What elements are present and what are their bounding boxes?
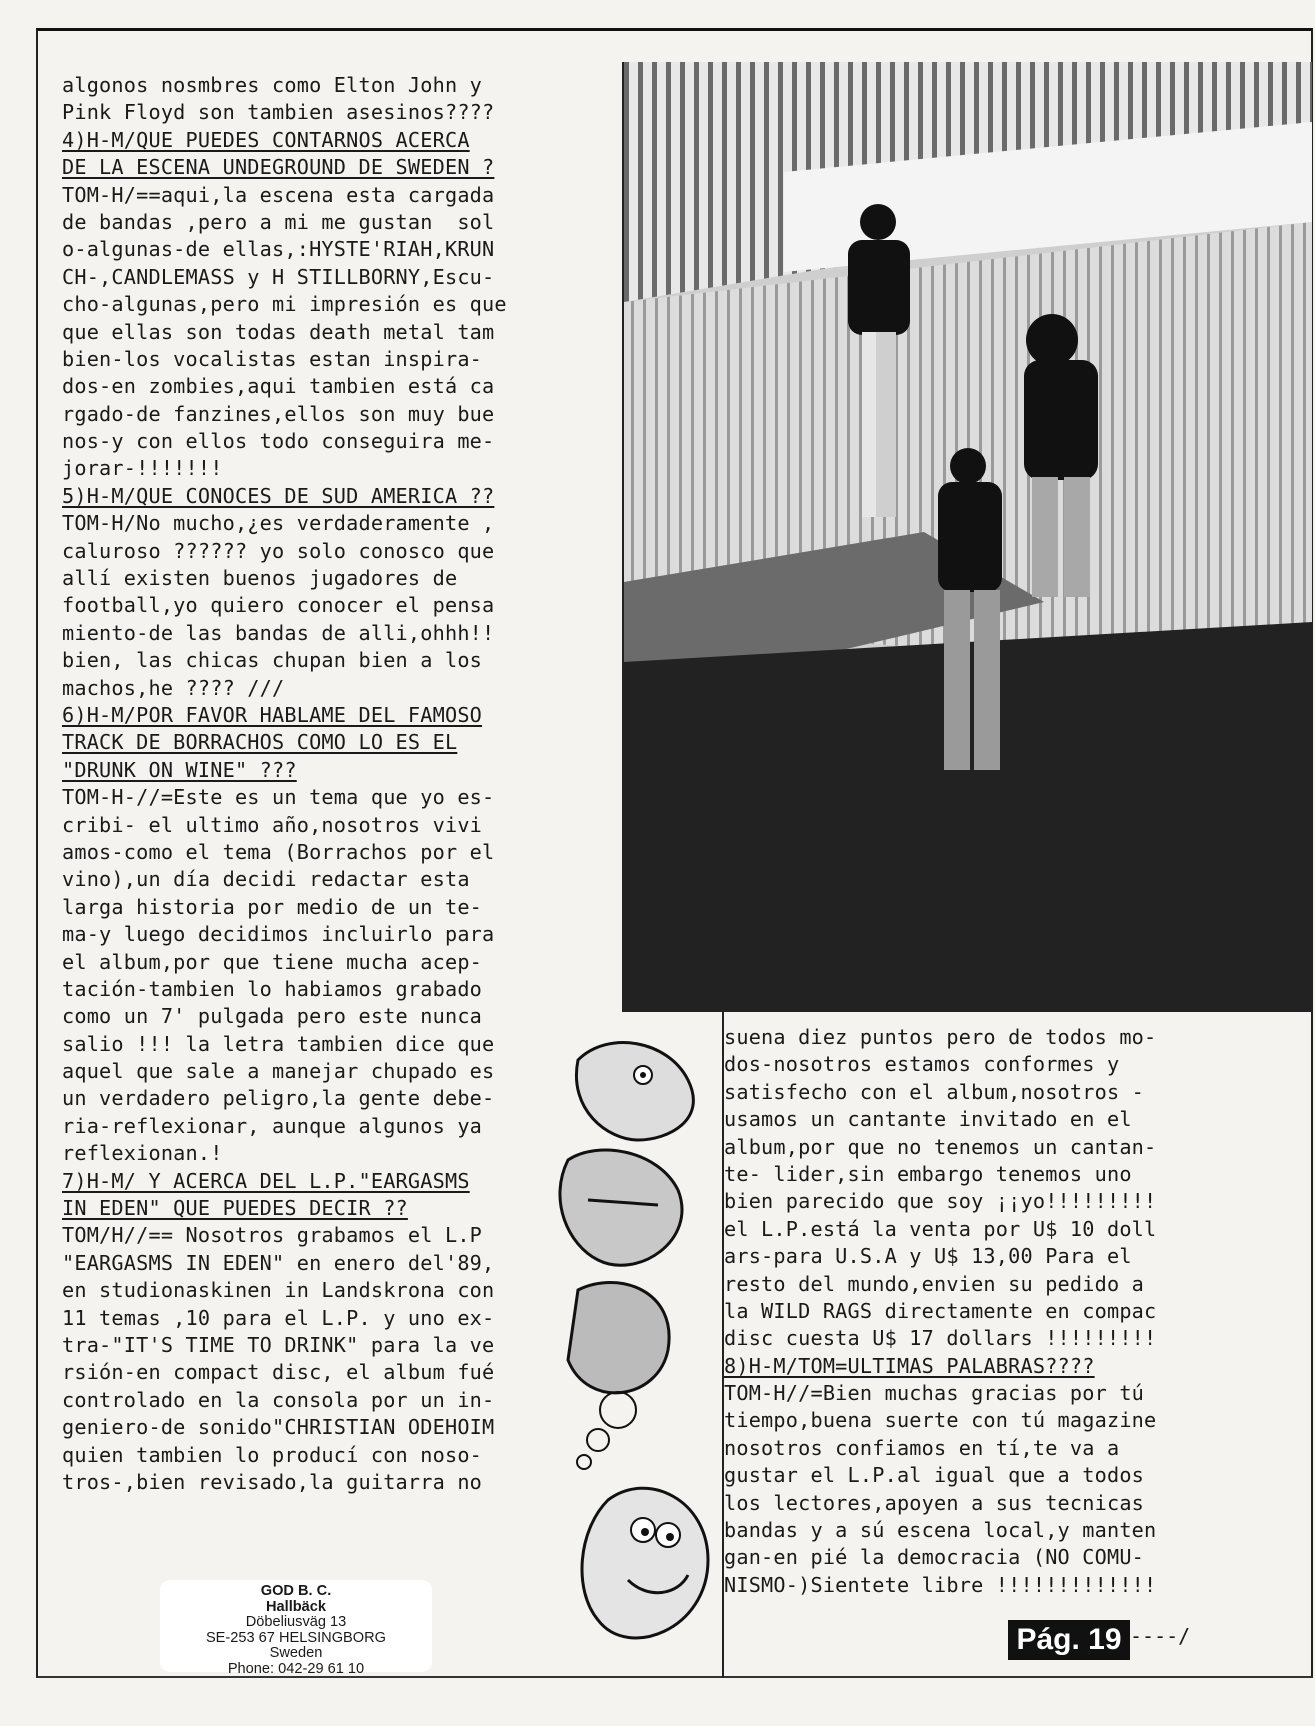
text-line: album,por que no tenemos un cantan-: [724, 1134, 1157, 1159]
text-line: ars-para U.S.A y U$ 13,00 Para el: [724, 1244, 1132, 1269]
address-city: SE-253 67 HELSINGBORG: [205, 1629, 387, 1646]
text-line: un verdadero peligro,la gente debe-: [62, 1086, 495, 1111]
text-line: en studionaskinen in Landskrona con: [62, 1278, 495, 1303]
text-line: algonos nosmbres como Elton John y: [62, 73, 483, 97]
text-line: tros-,bien revisado,la guitarra no: [62, 1469, 483, 1494]
text-line: controlado en la consola por un in-: [62, 1387, 495, 1412]
text-line: TOM-H//=Bien muchas gracias por tú: [724, 1381, 1145, 1406]
text-line: allí existen buenos jugadores de: [62, 566, 458, 591]
text-line: te- lider,sin embargo tenemos uno: [724, 1161, 1132, 1186]
text-line: bien, las chicas chupan bien a los: [62, 648, 483, 673]
text-line: miento-de las bandas de alli,ohhh!!: [62, 620, 495, 645]
text-line: 11 temas ,10 para el L.P. y uno ex-: [62, 1305, 495, 1330]
text-line: TOM/H//== Nosotros grabamos el L.P: [62, 1223, 483, 1248]
address-line-2: Hallbäck: [265, 1598, 327, 1615]
text-line: football,yo quiero conocer el pensa: [62, 593, 495, 618]
text-line: o-algunas-de ellas,:HYSTE'RIAH,KRUN: [62, 237, 495, 262]
text-line: tiempo,buena suerte con tú magazine: [724, 1408, 1157, 1433]
text-line: rgado-de fanzines,ellos son muy bue: [62, 401, 495, 426]
address-name: GOD B. C.: [260, 1583, 332, 1599]
text-line: DE LA ESCENA UNDEGROUND DE SWEDEN ?: [62, 155, 495, 180]
text-line: 8)H-M/TOM=ULTIMAS PALABRAS????: [724, 1353, 1095, 1378]
text-line: "DRUNK ON WINE" ???: [62, 757, 297, 782]
text-line: TOM-H-//=Este es un tema que yo es-: [62, 785, 495, 810]
address-phone: Phone: 042-29 61 10: [227, 1660, 365, 1677]
text-line: jorar-!!!!!!!: [62, 456, 223, 481]
text-line: rsión-en compact disc, el album fué: [62, 1360, 495, 1385]
text-line: cho-algunas,pero mi impresión es que: [62, 292, 507, 317]
text-line: larga historia por medio de un te-: [62, 894, 483, 919]
text-line: bandas y a sú escena local,y manten: [724, 1518, 1157, 1543]
text-line: de bandas ,pero a mi me gustan sol: [62, 209, 495, 234]
text-line: gan-en pié la democracia (NO COMU-: [724, 1545, 1145, 1570]
text-line: machos,he ???? ///: [62, 675, 285, 700]
text-line: reflexionan.!: [62, 1141, 223, 1166]
page-tail-marks: ----/: [1130, 1624, 1191, 1648]
text-line: nos-y con ellos todo conseguira me-: [62, 429, 495, 454]
text-line: bien parecido que soy ¡¡yo!!!!!!!!!: [724, 1189, 1157, 1214]
text-line: TRACK DE BORRACHOS COMO LO ES EL: [62, 730, 458, 755]
address-country: Sweden: [269, 1645, 323, 1662]
text-line: el L.P.está la venta por U$ 10 doll: [724, 1216, 1157, 1241]
text-line: NISMO-)Sientete libre !!!!!!!!!!!!!: [724, 1572, 1157, 1597]
monster-cartoon-illustration: [548, 1030, 720, 1670]
text-line: tación-tambien lo habiamos grabado: [62, 976, 483, 1001]
text-line: TOM-H/No mucho,¿es verdaderamente ,: [62, 511, 495, 536]
text-line: resto del mundo,envien su pedido a: [724, 1271, 1145, 1296]
contact-address-box: [160, 1580, 432, 1677]
text-line: tra-"IT'S TIME TO DRINK" para la ve: [62, 1332, 495, 1357]
text-line: ma-y luego decidimos incluirlo para: [62, 922, 495, 947]
page-number-badge: Pág. 19: [1008, 1620, 1130, 1660]
text-line: el album,por que tiene mucha acep-: [62, 949, 483, 974]
band-photo: [622, 62, 1312, 1012]
text-line: satisfecho con el album,nosotros -: [724, 1079, 1145, 1104]
text-line: suena diez puntos pero de todos mo-: [724, 1025, 1157, 1049]
text-line: que ellas son todas death metal tam: [62, 319, 495, 344]
text-line: IN EDEN" QUE PUEDES DECIR ??: [62, 1196, 408, 1221]
text-line: ria-reflexionar, aunque algunos ya: [62, 1113, 483, 1138]
text-line: aquel que sale a manejar chupado es: [62, 1059, 495, 1084]
text-line: disc cuesta U$ 17 dollars !!!!!!!!!: [724, 1326, 1157, 1351]
text-line: amos-como el tema (Borrachos por el: [62, 839, 495, 864]
text-line: los lectores,apoyen a sus tecnicas: [724, 1490, 1145, 1515]
left-text-column: [62, 72, 602, 1496]
text-line: bien-los vocalistas estan inspira-: [62, 346, 483, 371]
right-text-column: [724, 1024, 1294, 1599]
text-line: geniero-de sonido"CHRISTIAN ODEHOIM: [62, 1415, 495, 1440]
text-line: la WILD RAGS directamente en compac: [724, 1298, 1157, 1323]
text-line: 5)H-M/QUE CONOCES DE SUD AMERICA ??: [62, 483, 495, 508]
text-line: CH-,CANDLEMASS y H STILLBORNY,Escu-: [62, 264, 495, 289]
text-line: 6)H-M/POR FAVOR HABLAME DEL FAMOSO: [62, 702, 483, 727]
text-line: vino),un día decidi redactar esta: [62, 867, 470, 892]
text-line: dos-en zombies,aqui tambien está ca: [62, 374, 495, 399]
text-line: salio !!! la letra tambien dice que: [62, 1031, 495, 1056]
text-line: caluroso ?????? yo solo conosco que: [62, 538, 495, 563]
text-line: Pink Floyd son tambien asesinos????: [62, 100, 495, 125]
text-line: "EARGASMS IN EDEN" en enero del'89,: [62, 1250, 495, 1275]
text-line: cribi- el ultimo año,nosotros vivi: [62, 812, 483, 837]
text-line: TOM-H/==aqui,la escena esta cargada: [62, 182, 495, 207]
text-line: como un 7' pulgada pero este nunca: [62, 1004, 483, 1029]
address-street: Döbeliusväg 13: [245, 1614, 347, 1631]
text-line: 7)H-M/ Y ACERCA DEL L.P."EARGASMS: [62, 1168, 470, 1193]
text-line: usamos un cantante invitado en el: [724, 1107, 1132, 1132]
text-line: quien tambien lo producí con noso-: [62, 1442, 483, 1467]
text-line: gustar el L.P.al igual que a todos: [724, 1463, 1145, 1488]
text-line: dos-nosotros estamos conformes y: [724, 1052, 1120, 1077]
text-line: nosotros confiamos en tí,te va a: [724, 1435, 1120, 1460]
text-line: 4)H-M/QUE PUEDES CONTARNOS ACERCA: [62, 127, 470, 152]
